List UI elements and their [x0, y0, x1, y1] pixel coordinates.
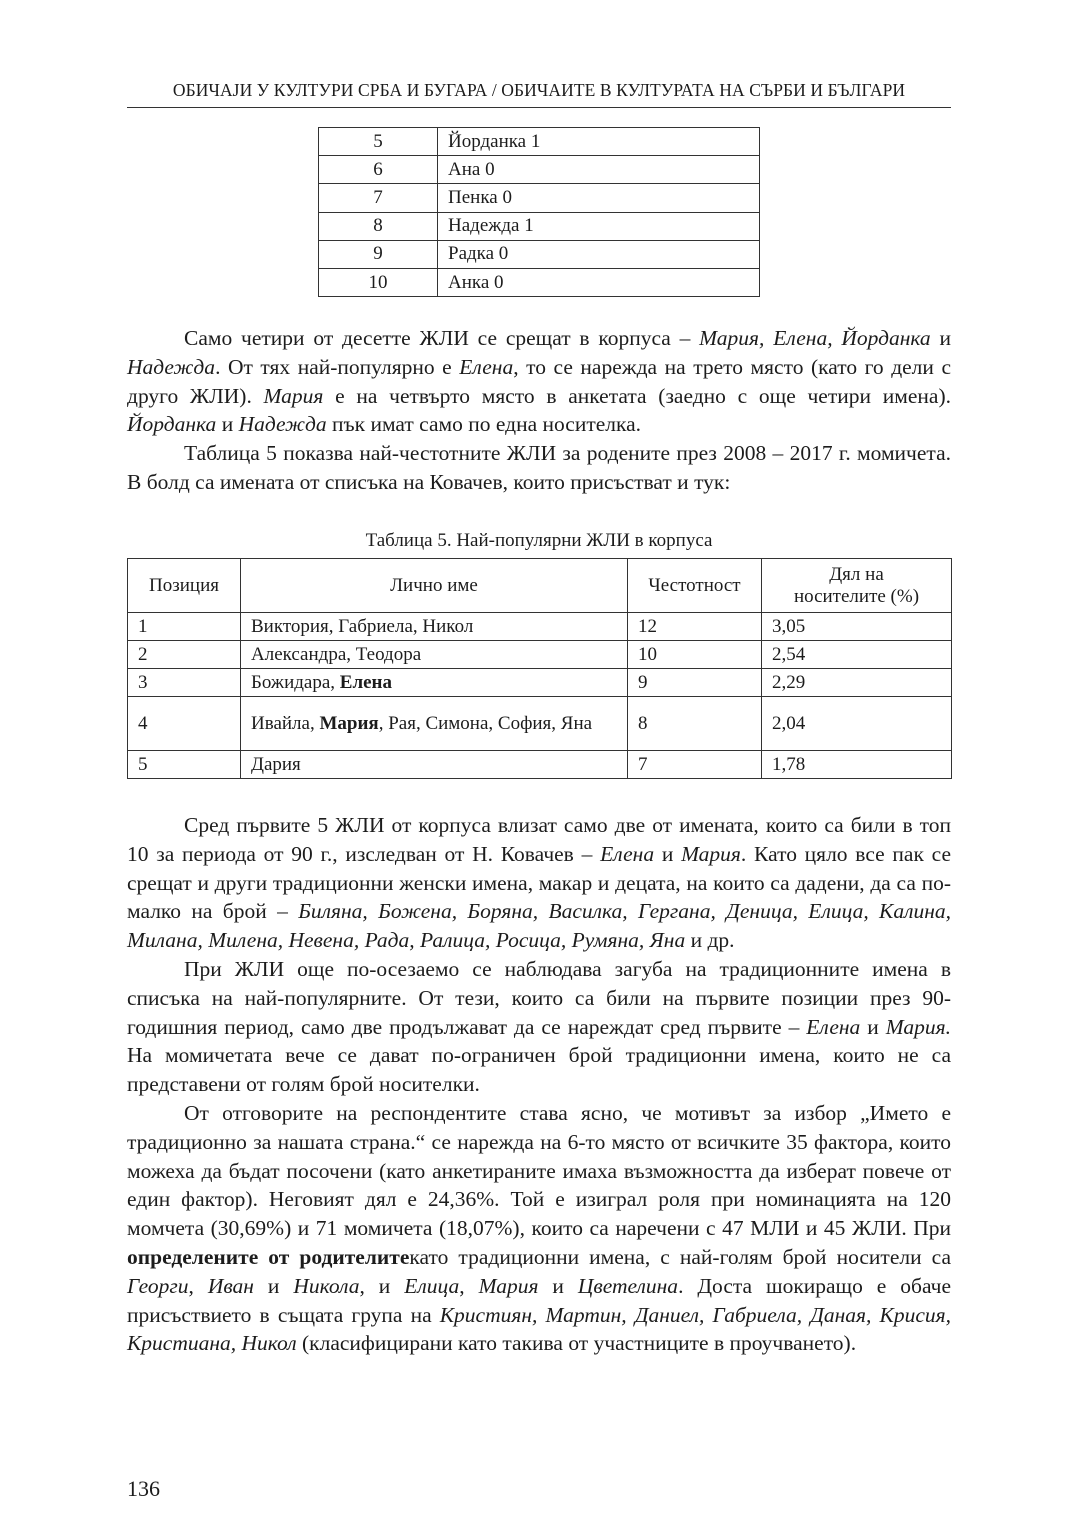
- table-row: [319, 184, 760, 212]
- table-row: [128, 751, 952, 779]
- rank-cell: 10: [319, 268, 438, 296]
- name-cell: Надежда 1: [438, 212, 760, 240]
- header-frequency: Честотност: [628, 559, 762, 613]
- running-header: ОБИЧАЈИ У КУЛТУРИ СРБА И БУГАРА / ОБИЧАИТЕ В КУЛТУРАТА НА СЪРБИ И БЪЛГАРИ: [127, 80, 951, 108]
- table-row: [319, 128, 760, 156]
- table-row: [319, 240, 760, 268]
- share-cell: 2,04: [762, 697, 952, 751]
- name-cell: Йорданка 1: [438, 128, 760, 156]
- header-name: Лично име: [241, 559, 628, 613]
- popular-names-table: [127, 558, 952, 779]
- position-cell: 1: [128, 613, 241, 641]
- table-row: [128, 613, 952, 641]
- paragraph-2: Таблица 5 показва най-честотните ЖЛИ за родените през 2008 – 2017 г. момичета. В болд са имената от списъка на Ковачев, които присъстват и тук:: [127, 441, 951, 494]
- position-cell: 2: [128, 641, 241, 669]
- share-cell: 2,29: [762, 669, 952, 697]
- name-cell: Дария: [241, 751, 628, 779]
- paragraph-1: Само четири от десетте ЖЛИ се срещат в корпуса – Мария, Елена, Йорданка и Надежда. От тях най-популярно е Елена, то се нарежда на трето място (като го дели с друго ЖЛИ). Мария е на четвърто място в анкетата (заедно с още четири имена). Йорданка и Надежда пък имат само по една носителка.: [127, 326, 951, 437]
- table-row: [128, 669, 952, 697]
- paragraph-4: При ЖЛИ още по-осезаемо се наблюдава загуба на традиционните имена в списъка на най-популярните. От тези, които са били на първите позиции през 90-годишния период, само две продължават да се нареждат сред първите – Елена и Мария. На момичетата вече се дават по-ограничен брой традиционни имена, които не са представени от голям брой носителки.: [127, 956, 951, 1097]
- share-cell: 3,05: [762, 613, 952, 641]
- table-row: [319, 268, 760, 296]
- position-cell: 3: [128, 669, 241, 697]
- name-cell: Виктория, Габриела, Никол: [241, 613, 628, 641]
- rank-cell: 8: [319, 212, 438, 240]
- rank-cell: 6: [319, 156, 438, 184]
- share-cell: 2,54: [762, 641, 952, 669]
- page-number: 136: [127, 1476, 160, 1501]
- frequency-cell: 8: [628, 697, 762, 751]
- rank-cell: 7: [319, 184, 438, 212]
- name-cell: Радка 0: [438, 240, 760, 268]
- rank-cell: 5: [319, 128, 438, 156]
- share-cell: 1,78: [762, 751, 952, 779]
- position-cell: 4: [128, 697, 241, 751]
- name-cell: Пенка 0: [438, 184, 760, 212]
- header-position: Позиция: [128, 559, 241, 613]
- name-cell: Анка 0: [438, 268, 760, 296]
- body-text: [127, 811, 951, 1358]
- top-names-table: [318, 127, 760, 297]
- table-header-row: [128, 559, 952, 613]
- name-cell: Ивайла, Мария, Рая, Симона, София, Яна: [241, 697, 628, 751]
- name-cell: Александра, Теодора: [241, 641, 628, 669]
- header-share: Дял на носителите (%): [762, 559, 952, 613]
- frequency-cell: 10: [628, 641, 762, 669]
- table-row: [128, 697, 952, 751]
- frequency-cell: 7: [628, 751, 762, 779]
- paragraph-5: От отговорите на респондентите става ясно, че мотивът за избор „Името е традиционно за нашата страна.“ се нарежда на 6-то място от всичките 35 фактора, които можеха да бъдат посочени (като анкетираните имаха възможността да изберат повече от един фактор). Неговият дял е 24,36%. Той е изиграл роля при номинацията на 120 момчета (30,69%) и 71 момичета (18,07%), които са наречени с 47 МЛИ и 45 ЖЛИ. При определените от родителитекато традиционни имена, с най-голям брой носители са Георги, Иван и Никола, и Елица, Мария и Цветелина. Доста шокиращо е обаче присъствието в същата група на Кристиян, Мартин, Даниел, Габриела, Даная, Крисия, Кристиана, Никол (класифицирани като такива от участниците в проучването).: [127, 1100, 952, 1356]
- table-row: [319, 212, 760, 240]
- rank-cell: 9: [319, 240, 438, 268]
- paragraph-3: Сред първите 5 ЖЛИ от корпуса влизат само две от имената, които са били в топ 10 за периода от 90 г., изследван от Н. Ковачев – Елена и Мария. Като цяло все пак се срещат и други традиционни женски имена, макар и децата, на които са дадени, да са по-малко на брой – Биляна, Божена, Боряна, Василка, Гергана, Деница, Елица, Калина, Милана, Милена, Невена, Рада, Ралица, Росица, Румяна, Яна и др.: [127, 813, 951, 953]
- frequency-cell: 9: [628, 669, 762, 697]
- name-cell: Ана 0: [438, 156, 760, 184]
- intro-text: [127, 324, 951, 497]
- table-row: [319, 156, 760, 184]
- position-cell: 5: [128, 751, 241, 779]
- name-cell: Божидара, Елена: [241, 669, 628, 697]
- frequency-cell: 12: [628, 613, 762, 641]
- table-caption: Таблица 5. Най-популярни ЖЛИ в корпуса: [365, 530, 713, 551]
- table-row: [128, 641, 952, 669]
